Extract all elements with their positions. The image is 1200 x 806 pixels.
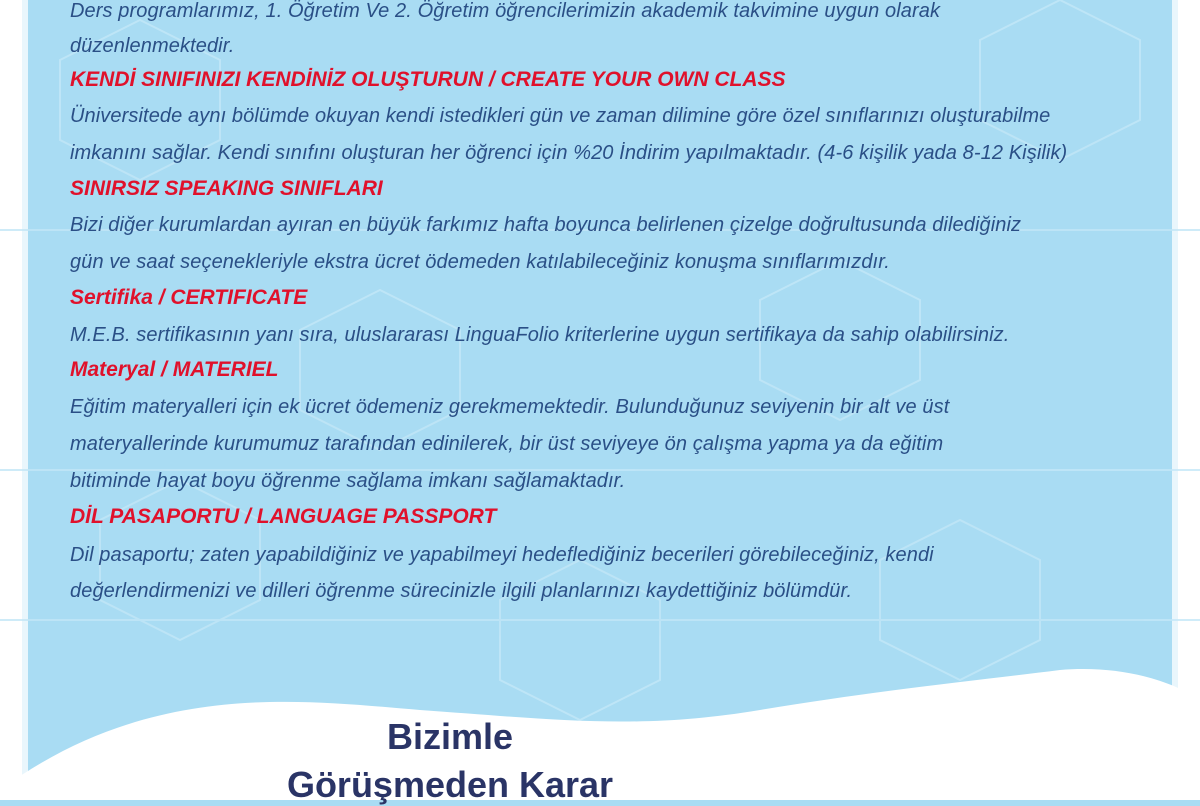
section-material-line-2: materyallerinde kurumumuz tarafından edinilerek, bir üst seviyeye ön çalışma yapma ya da eğitim	[70, 433, 944, 455]
intro-line-1: Ders programlarımız, 1. Öğretim Ve 2. Öğretim öğrencilerimizin akademik takvimine uygun olarak	[70, 0, 941, 22]
section-speaking-line-1: Bizi diğer kurumlardan ayıran en büyük farkımız hafta boyunca belirlenen çizelge doğrultusunda dilediğiniz	[70, 214, 1022, 236]
section-speaking-line-2: gün ve saat seçenekleriyle ekstra ücret ödemeden katılabileceğiniz konuşma sınıflarımızdır.	[70, 251, 890, 273]
section-heading-create-class: KENDİ SINIFINIZI KENDİNİZ OLUŞTURUN / CREATE YOUR OWN CLASS	[70, 68, 786, 91]
section-heading-certificate: Sertifika / CERTIFICATE	[70, 286, 308, 309]
cta-line-1: Bizimle	[386, 716, 514, 757]
section-heading-speaking: SINIRSIZ SPEAKING SINIFLARI	[70, 177, 383, 200]
section-passport-line-1: Dil pasaportu; zaten yapabildiğiniz ve yapabilmeyi hedeflediğiniz becerileri görebileceğiniz, kendi	[70, 544, 934, 566]
section-material-line-3: bitiminde hayat boyu öğrenme sağlama imkanı sağlamaktadır.	[70, 470, 626, 492]
section-passport-line-2: değerlendirmenizi ve dilleri öğrenme sürecinizle ilgili planlarınızı kaydettiğiniz bölümdür.	[70, 580, 853, 602]
intro-line-2: düzenlenmektedir.	[70, 35, 235, 57]
section-certificate-line-1: M.E.B. sertifikasının yanı sıra, uluslararası LinguaFolio kriterlerine uygun sertifikaya da sahip olabilirsiniz.	[70, 324, 1010, 346]
section-create-class-line-2: imkanını sağlar. Kendi sınıfını oluşturan her öğrenci için %20 İndirim yapılmaktadır. (4-6 kişilik yada 8-12 Kişilik)	[70, 142, 1068, 164]
section-heading-material: Materyal / MATERIEL	[70, 358, 279, 381]
section-material-line-1: Eğitim materyalleri için ek ücret ödemeniz gerekmemektedir. Bulunduğunuz seviyenin bir alt ve üst	[70, 396, 950, 418]
section-create-class-line-1: Üniversitede aynı bölümde okuyan kendi istedikleri gün ve zaman dilimine göre özel sınıflarınızı oluşturabilme	[70, 105, 1051, 127]
section-heading-passport: DİL PASAPORTU / LANGUAGE PASSPORT	[70, 505, 497, 528]
cta-line-2: Görüşmeden Karar	[286, 764, 614, 805]
